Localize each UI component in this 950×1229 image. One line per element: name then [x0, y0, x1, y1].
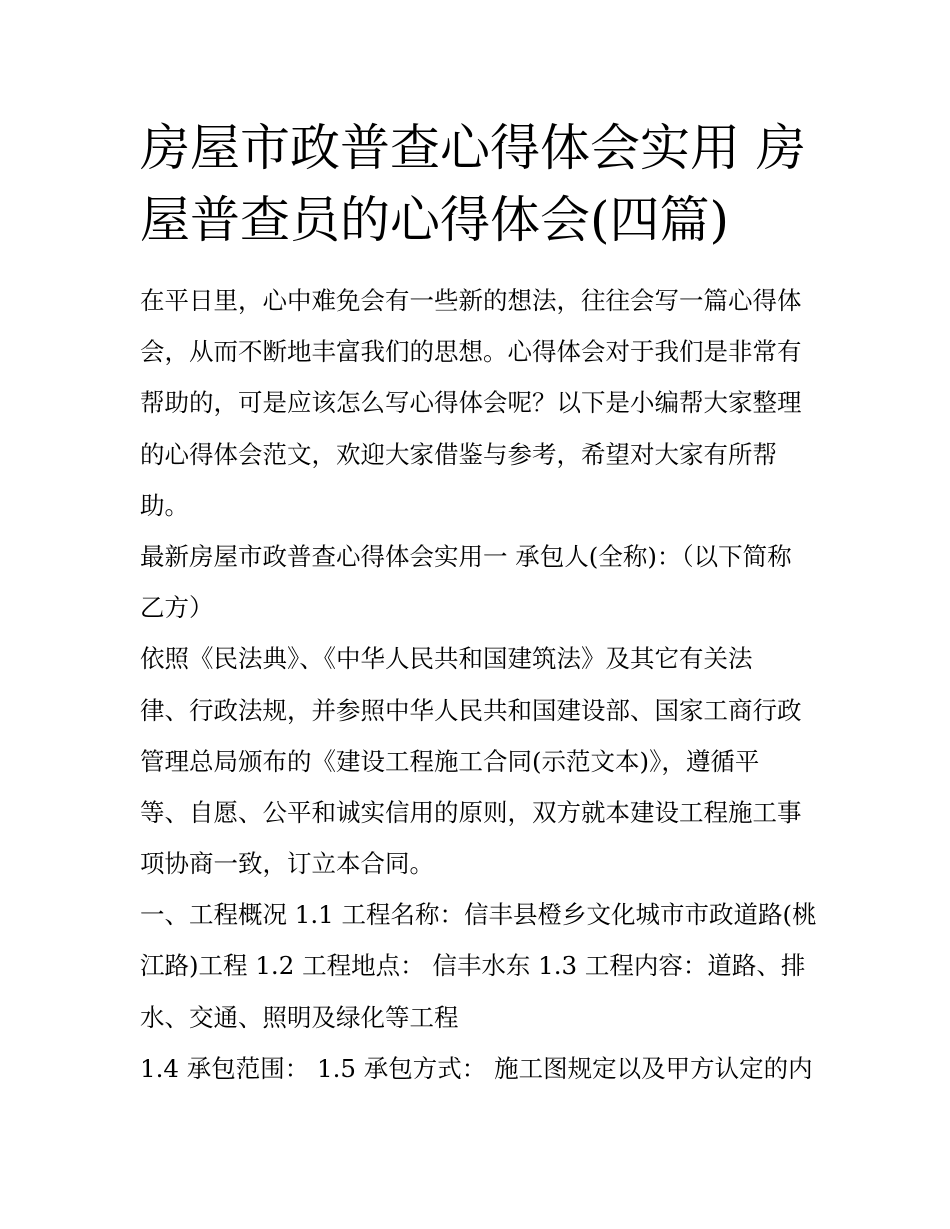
body-line: 管理总局颁布的《建设工程施工合同(示范文本)》，遵循平 — [140, 746, 760, 776]
body-line: 帮助的，可是应该怎么写心得体会呢？以下是小编帮大家整理 — [140, 388, 802, 418]
document-title — [140, 112, 830, 256]
body-line: 助。 — [140, 490, 189, 520]
body-line: 水、交通、照明及绿化等工程 — [140, 1002, 459, 1032]
body-line: 1.4 承包范围： 1.5 承包方式： 施工图规定以及甲方认定的内 — [140, 1053, 813, 1083]
body-line: 依照《民法典》、《中华人民共和国建筑法》及其它有关法 — [140, 644, 753, 674]
document-body — [140, 275, 830, 1094]
body-line: 项协商一致，订立本合同。 — [140, 849, 434, 879]
body-line: 一、工程概况 1.1 工程名称：信丰县橙乡文化城市市政道路(桃 — [140, 900, 817, 930]
body-line: 等、自愿、公平和诚实信用的原则，双方就本建设工程施工事 — [140, 797, 802, 827]
body-line: 最新房屋市政普查心得体会实用一 承包人(全称)：（以下简称 — [140, 541, 792, 571]
body-line: 在平日里，心中难免会有一些新的想法，往往会写一篇心得体 — [140, 286, 802, 315]
body-line: 江路)工程 1.2 工程地点： 信丰水东 1.3 工程内容：道路、排 — [140, 951, 806, 981]
body-line: 会，从而不断地丰富我们的思想。心得体会对于我们是非常有 — [140, 337, 802, 367]
body-line: 乙方） — [140, 593, 214, 623]
title-line: 屋普查员的心得体会(四篇) — [140, 191, 730, 249]
body-line: 的心得体会范文，欢迎大家借鉴与参考，希望对大家有所帮 — [140, 439, 777, 469]
title-line: 房屋市政普查心得体会实用 房 — [140, 119, 806, 177]
body-line: 律、行政法规，并参照中华人民共和国建设部、国家工商行政 — [140, 695, 802, 725]
